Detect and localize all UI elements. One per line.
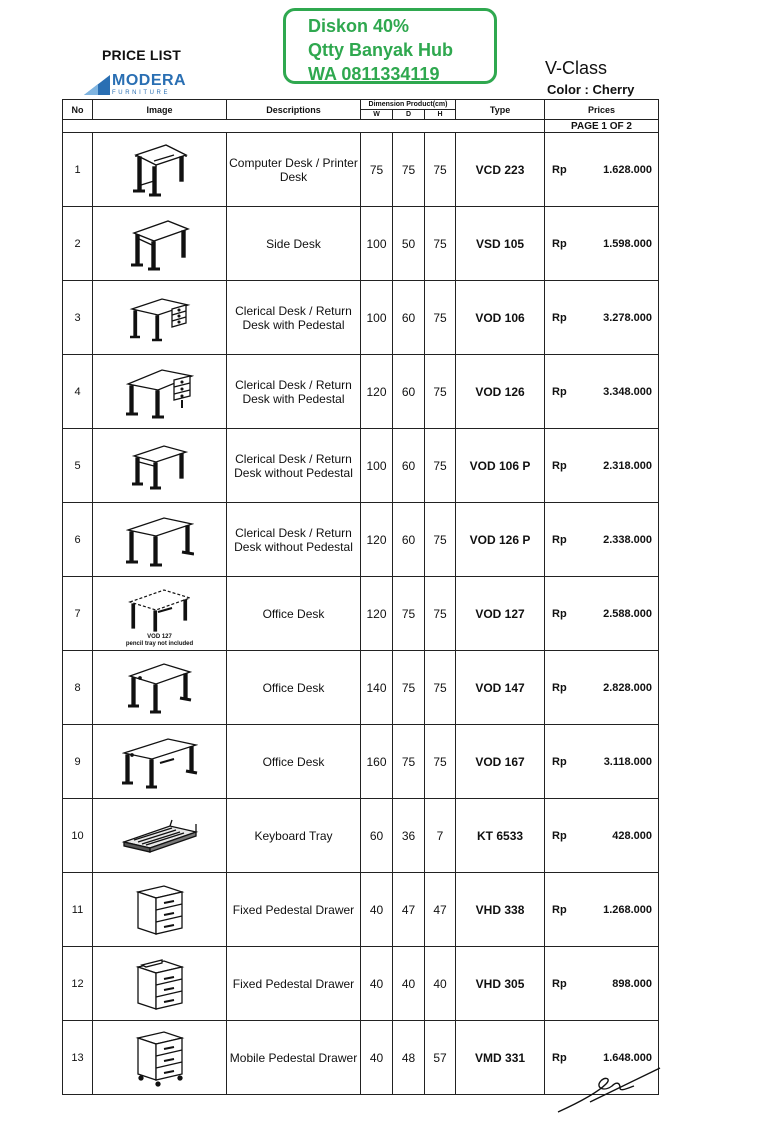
- row-depth: 36: [393, 799, 425, 873]
- computer-desk-icon: [128, 141, 192, 199]
- row-currency: Rp: [552, 607, 567, 620]
- row-price-cell: [545, 355, 659, 429]
- caption-note: pencil tray not included: [125, 641, 194, 647]
- table-row: [63, 207, 659, 281]
- keyboard-tray-icon: [120, 816, 200, 856]
- office-desk-icon: [122, 733, 198, 791]
- row-type: VCD 223: [456, 133, 545, 207]
- product-image-cell: [93, 133, 227, 207]
- row-currency: Rp: [552, 755, 567, 768]
- row-width: 60: [361, 799, 393, 873]
- product-image-cell: [93, 207, 227, 281]
- row-height: 47: [425, 873, 456, 947]
- row-no: 11: [63, 873, 93, 947]
- header-w: W: [361, 110, 393, 120]
- row-price-cell: [545, 799, 659, 873]
- header-descriptions: Descriptions: [227, 100, 361, 120]
- row-width: 100: [361, 207, 393, 281]
- signature-mark: [550, 1062, 662, 1116]
- table-row: [63, 651, 659, 725]
- row-description: Keyboard Tray: [227, 799, 361, 873]
- row-no: 1: [63, 133, 93, 207]
- row-no: 9: [63, 725, 93, 799]
- row-width: 120: [361, 577, 393, 651]
- product-image-cell: [93, 947, 227, 1021]
- product-image-cell: [93, 1021, 227, 1095]
- row-price: 1.648.000: [603, 1051, 653, 1064]
- row-type: VHD 305: [456, 947, 545, 1021]
- row-depth: 60: [393, 281, 425, 355]
- clerical-desk-pedestal-icon: [126, 364, 194, 420]
- row-width: 160: [361, 725, 393, 799]
- table-row: [63, 947, 659, 1021]
- row-price-cell: [545, 429, 659, 503]
- row-height: 40: [425, 947, 456, 1021]
- row-price-cell: [545, 947, 659, 1021]
- row-price-cell: [545, 725, 659, 799]
- row-depth: 75: [393, 133, 425, 207]
- row-description: Office Desk: [227, 577, 361, 651]
- header-image: Image: [93, 100, 227, 120]
- row-width: 40: [361, 947, 393, 1021]
- table-row: [63, 799, 659, 873]
- product-image-cell: [93, 503, 227, 577]
- table-row: [63, 355, 659, 429]
- table-row: [63, 429, 659, 503]
- row-height: 75: [425, 725, 456, 799]
- row-currency: Rp: [552, 163, 567, 176]
- row-currency: Rp: [552, 829, 567, 842]
- product-image-cell: [93, 873, 227, 947]
- side-desk-icon: [128, 215, 192, 273]
- clerical-desk-pedestal-icon: [128, 293, 192, 343]
- row-no: 4: [63, 355, 93, 429]
- clerical-desk-icon: [130, 440, 190, 492]
- row-no: 3: [63, 281, 93, 355]
- row-price-cell: [545, 207, 659, 281]
- row-depth: 50: [393, 207, 425, 281]
- table-row: [63, 577, 659, 651]
- row-width: 120: [361, 355, 393, 429]
- table-row: [63, 503, 659, 577]
- row-depth: 75: [393, 725, 425, 799]
- row-type: VSD 105: [456, 207, 545, 281]
- product-image-cell: [93, 429, 227, 503]
- row-price: 428.000: [612, 829, 653, 842]
- row-description: Mobile Pedestal Drawer: [227, 1021, 361, 1095]
- office-desk-icon: [128, 584, 192, 634]
- row-currency: Rp: [552, 903, 567, 916]
- promo-box: [283, 8, 497, 84]
- pedestal-drawer-icon: [132, 882, 188, 938]
- row-type: VOD 106: [456, 281, 545, 355]
- row-type: VOD 127: [456, 577, 545, 651]
- office-desk-icon: [128, 660, 192, 716]
- row-no: 12: [63, 947, 93, 1021]
- row-price: 3.118.000: [603, 755, 653, 768]
- row-price: 2.338.000: [603, 533, 653, 546]
- row-height: 75: [425, 503, 456, 577]
- header-type: Type: [456, 100, 545, 120]
- price-table: [62, 99, 659, 1095]
- row-height: 75: [425, 429, 456, 503]
- row-currency: Rp: [552, 237, 567, 250]
- row-height: 75: [425, 133, 456, 207]
- row-depth: 75: [393, 577, 425, 651]
- row-type: VOD 126 P: [456, 503, 545, 577]
- product-image-cell: [93, 651, 227, 725]
- series-name: V-Class: [545, 58, 608, 78]
- row-description: Computer Desk / Printer Desk: [227, 133, 361, 207]
- product-image-cell: [93, 577, 227, 651]
- row-price: 3.348.000: [603, 385, 653, 398]
- row-no: 2: [63, 207, 93, 281]
- row-width: 75: [361, 133, 393, 207]
- table-row: [63, 725, 659, 799]
- row-currency: Rp: [552, 1051, 567, 1064]
- row-currency: Rp: [552, 385, 567, 398]
- modera-logo-icon: [84, 75, 110, 95]
- row-price: 2.588.000: [603, 607, 653, 620]
- row-type: VOD 126: [456, 355, 545, 429]
- row-width: 100: [361, 429, 393, 503]
- row-price: 2.828.000: [603, 681, 653, 694]
- row-width: 100: [361, 281, 393, 355]
- table-row: [63, 873, 659, 947]
- row-price: 3.278.000: [603, 311, 653, 324]
- pedestal-drawer-icon: [132, 955, 188, 1013]
- row-price-cell: [545, 577, 659, 651]
- modera-logo: [84, 73, 186, 96]
- row-price-cell: [545, 133, 659, 207]
- row-currency: Rp: [552, 311, 567, 324]
- row-description: Clerical Desk / Return Desk with Pedestal: [227, 355, 361, 429]
- table-header-row: [63, 100, 659, 110]
- row-description: Clerical Desk / Return Desk without Pedestal: [227, 503, 361, 577]
- row-depth: 60: [393, 503, 425, 577]
- row-width: 40: [361, 873, 393, 947]
- row-type: KT 6533: [456, 799, 545, 873]
- page-row-spacer: [63, 120, 545, 133]
- row-height: 75: [425, 355, 456, 429]
- logo-subtitle: FURNITURE: [112, 90, 171, 96]
- header-dimension: Dimension Product(cm): [361, 100, 456, 110]
- page-row: [63, 120, 659, 133]
- row-price-cell: [545, 281, 659, 355]
- row-no: 7: [63, 577, 93, 651]
- row-description: Fixed Pedestal Drawer: [227, 947, 361, 1021]
- product-image-cell: [93, 799, 227, 873]
- header-h: H: [425, 110, 456, 120]
- row-currency: Rp: [552, 977, 567, 990]
- row-price-cell: [545, 651, 659, 725]
- row-currency: Rp: [552, 459, 567, 472]
- row-no: 10: [63, 799, 93, 873]
- row-type: VHD 338: [456, 873, 545, 947]
- caption-model: VOD 127: [147, 634, 172, 640]
- row-price-cell: [545, 503, 659, 577]
- header-no: No: [63, 100, 93, 120]
- promo-line-discount: Diskon 40%: [308, 16, 410, 36]
- row-width: 140: [361, 651, 393, 725]
- row-depth: 40: [393, 947, 425, 1021]
- row-currency: Rp: [552, 681, 567, 694]
- header-prices: Prices: [545, 100, 659, 120]
- row-description: Side Desk: [227, 207, 361, 281]
- row-price: 2.318.000: [603, 459, 653, 472]
- product-image-cell: [93, 281, 227, 355]
- row-depth: 47: [393, 873, 425, 947]
- row-currency: Rp: [552, 533, 567, 546]
- row-height: 57: [425, 1021, 456, 1095]
- row-no: 13: [63, 1021, 93, 1095]
- color-label: Color : Cherry: [547, 82, 635, 97]
- product-image-cell: [93, 725, 227, 799]
- row-price: 898.000: [612, 977, 653, 990]
- row-price-cell: [545, 873, 659, 947]
- row-height: 75: [425, 651, 456, 725]
- row-height: 7: [425, 799, 456, 873]
- row-depth: 60: [393, 429, 425, 503]
- row-description: Office Desk: [227, 651, 361, 725]
- page-indicator: PAGE 1 OF 2: [545, 120, 659, 133]
- row-description: Office Desk: [227, 725, 361, 799]
- product-image-cell: [93, 355, 227, 429]
- promo-line-quantity: Qtty Banyak Hub: [308, 40, 454, 60]
- row-price: 1.598.000: [603, 237, 653, 250]
- row-width: 40: [361, 1021, 393, 1095]
- row-type: VOD 147: [456, 651, 545, 725]
- product-caption: [93, 634, 226, 648]
- row-depth: 75: [393, 651, 425, 725]
- row-height: 75: [425, 207, 456, 281]
- row-type: VOD 167: [456, 725, 545, 799]
- price-list-title: PRICE LIST: [102, 47, 182, 63]
- row-height: 75: [425, 577, 456, 651]
- row-description: Clerical Desk / Return Desk with Pedestal: [227, 281, 361, 355]
- header-d: D: [393, 110, 425, 120]
- row-type: VOD 106 P: [456, 429, 545, 503]
- row-price: 1.628.000: [603, 163, 653, 176]
- row-no: 8: [63, 651, 93, 725]
- promo-line-whatsapp: WA 0811334119: [308, 64, 440, 84]
- row-depth: 60: [393, 355, 425, 429]
- clerical-desk-icon: [126, 512, 194, 568]
- row-no: 6: [63, 503, 93, 577]
- mobile-pedestal-icon: [132, 1028, 188, 1088]
- row-type: VMD 331: [456, 1021, 545, 1095]
- row-no: 5: [63, 429, 93, 503]
- row-width: 120: [361, 503, 393, 577]
- logo-brand: MODERA: [112, 72, 187, 89]
- table-row: [63, 281, 659, 355]
- row-description: Clerical Desk / Return Desk without Pedestal: [227, 429, 361, 503]
- row-height: 75: [425, 281, 456, 355]
- table-row: [63, 133, 659, 207]
- row-description: Fixed Pedestal Drawer: [227, 873, 361, 947]
- row-depth: 48: [393, 1021, 425, 1095]
- row-price: 1.268.000: [603, 903, 653, 916]
